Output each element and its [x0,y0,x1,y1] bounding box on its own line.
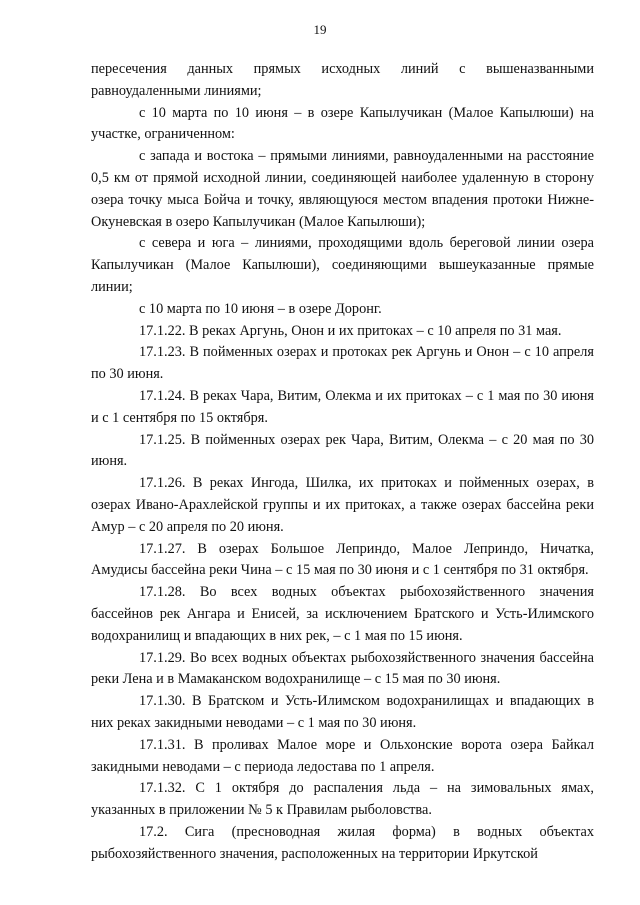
paragraph: 17.1.32. С 1 октября до распаления льда – на зимовальных ямах, указанных в приложении № 5 к Правилам рыболовства. [91,780,594,819]
paragraph: 17.1.25. В пойменных озерах рек Чара, Витим, Олекма – с 20 мая по 30 июня. [91,431,594,470]
paragraph: 17.1.24. В реках Чара, Витим, Олекма и их притоках – с 1 мая по 30 июня и с 1 сентября по 15 октября. [91,387,594,426]
document-body [91,59,594,865]
paragraph: 17.1.26. В реках Ингода, Шилка, их притоках и пойменных озерах, в озерах Ивано-Арахлейской группы и их притоках, а также озерах бассейна реки Амур – с 20 апреля по 20 июня. [91,475,594,535]
page-number: 19 [313,22,327,37]
paragraph: 17.1.22. В реках Аргунь, Онон и их притоках – с 10 апреля по 31 мая. [139,322,562,339]
paragraph: с 10 марта по 10 июня – в озере Капылучикан (Малое Капылюши) на участке, ограниченном: [91,104,594,143]
paragraph: 17.1.29. Во всех водных объектах рыбохозяйственного значения бассейна реки Лена и в Мамаканском водохранилище – с 15 мая по 30 июня. [91,649,594,688]
paragraph: 17.1.31. В проливах Малое море и Ольхонские ворота озера Байкал закидными неводами – с периода ледостава по 1 апреля. [91,736,594,775]
paragraph: с запада и востока – прямыми линиями, равноудаленными на расстояние 0,5 км от прямой исходной линии, соединяющей наиболее удаленную в сторону озера точку мыса Бойча и точку, являющуюся местом впадения протоки Нижне-Окуневская в озеро Капылучикан (Малое Капылюши); [91,148,594,230]
paragraph: 17.1.30. В Братском и Усть-Илимском водохранилищах и впадающих в них реках закидными неводами – с 1 мая по 30 июня. [91,693,594,731]
paragraph: 17.1.23. В пойменных озерах и протоках рек Аргунь и Онон – с 10 апреля по 30 июня. [91,344,594,383]
paragraph: пересечения данных прямых исходных линий с вышеназванными равноудаленными линиями; [91,61,594,99]
paragraph: 17.2. Сига (пресноводная жилая форма) в водных объектах рыбохозяйственного значения, расположенных на территории Иркутской [91,823,594,862]
paragraph: с 10 марта по 10 июня – в озере Доронг. [139,300,382,317]
paragraph: 17.1.27. В озерах Большое Леприндо, Малое Леприндо, Ничатка, Амудисы бассейна реки Чина – с 15 мая по 30 июня и с 1 сентября по 31 октября. [91,540,594,579]
paragraph: 17.1.28. Во всех водных объектах рыбохозяйственного значения бассейнов рек Ангара и Енисей, за исключением Братского и Усть-Илимского водохранилищ и впадающих в них рек, – с 1 мая по 15 июня. [91,584,594,644]
paragraph: с севера и юга – линиями, проходящими вдоль береговой линии озера Капылучикан (Малое Капылюши), соединяющими вышеуказанные прямые линии; [91,235,594,295]
